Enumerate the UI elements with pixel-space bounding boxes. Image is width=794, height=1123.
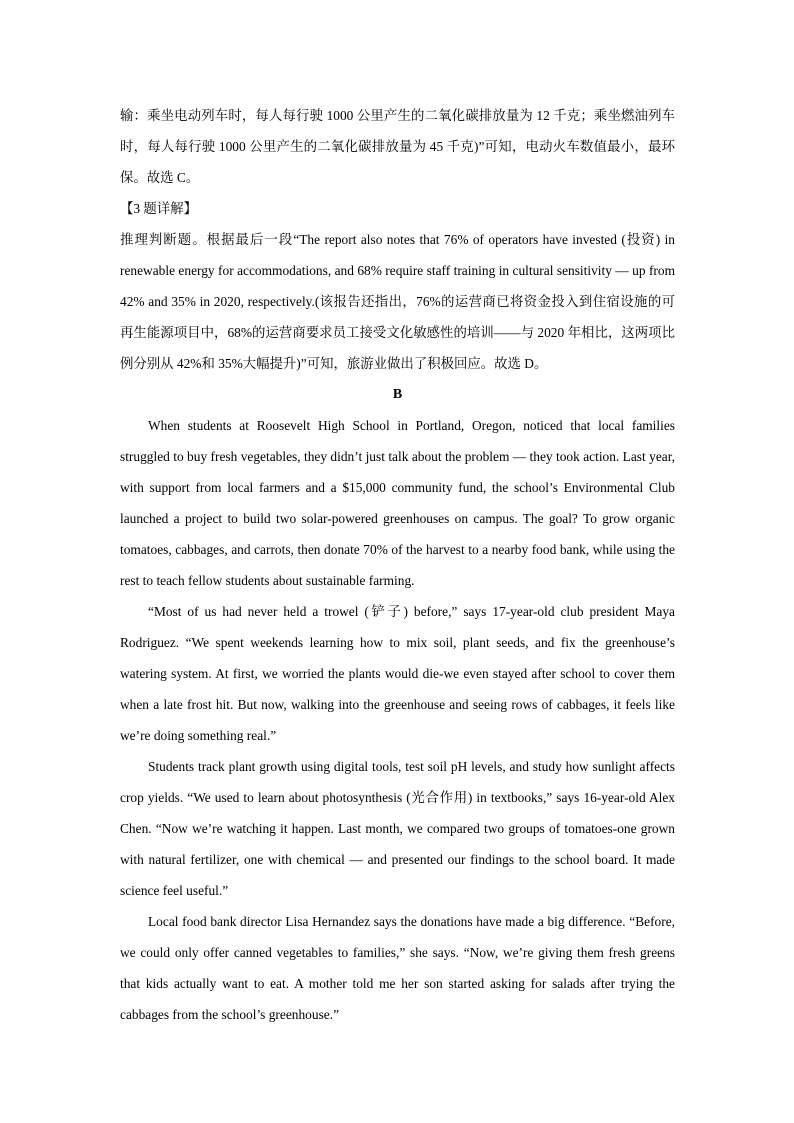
part-b-title: B bbox=[392, 387, 403, 402]
question-3-heading: 【3 题详解】 bbox=[120, 201, 197, 216]
question-3-explanation: 推理判断题。根据最后一段“The report also notes that 76% of operators have invested (投资) in renewable energy for accommodations, and 68% require staff training in cultural sensitivity — up from 42% and 35% in 2020, respectively.(该报告还指出，76%的运营商已将资金投入到住宿设施的可再生能源项目中，68%的运营商要求员工接受文化敏感性的培训——与 2020 年相比，这两项比例分别从 42%和 35%大幅提升)”可知，旅游业做出了积极回应。故选 D。 bbox=[120, 232, 675, 371]
passage-paragraph-4: Local food bank director Lisa Hernandez says the donations have made a big difference. “Before, we could only offer canned vegetables to families,” she says. “Now, we’re giving them fresh greens that kids actually want to eat. A mother told me her son started asking for salads after trying the cabbages from the school’s greenhouse.” bbox=[120, 914, 675, 1022]
answer-2-explanation-tail: 输：乘坐电动列车时，每人每行驶 1000 公里产生的二氧化碳排放量为 12 千克；乘坐燃油列车时，每人每行驶 1000 公里产生的二氧化碳排放量为 45 千克)”可知，电动火车数值最小，最环保。故选 C。 bbox=[120, 108, 675, 185]
passage-paragraph-2: “Most of us had never held a trowel (铲子) before,” says 17-year-old club president Maya Rodriguez. “We spent weekends learning how to mix soil, plant seeds, and fix the greenhouse’s watering system. At first, we worried the plants would die-we even stayed after school to cover them when a late frost hit. But now, walking into the greenhouse and seeing rows of cabbages, it feels like we’re doing something real.” bbox=[120, 604, 675, 743]
passage-paragraph-3: Students track plant growth using digital tools, test soil pH levels, and study how sunlight affects crop yields. “We used to learn about photosynthesis (光合作用) in textbooks,” says 16-year-old Alex Chen. “Now we’re watching it happen. Last month, we compared two groups of tomatoes-one grown with natural fertilizer, one with chemical — and presented our findings to the school board. It made science feel useful.” bbox=[120, 759, 675, 898]
document-page bbox=[120, 100, 675, 1030]
passage-paragraph-1: When students at Roosevelt High School in Portland, Oregon, noticed that local families struggled to buy fresh vegetables, they didn’t just talk about the problem — they took action. Last year, with support from local farmers and a $15,000 community fund, the school’s Environmental Club launched a project to build two solar-powered greenhouses on campus. The goal? To grow organic tomatoes, cabbages, and carrots, then donate 70% of the harvest to a nearby food bank, while using the rest to teach fellow students about sustainable farming. bbox=[120, 418, 675, 588]
